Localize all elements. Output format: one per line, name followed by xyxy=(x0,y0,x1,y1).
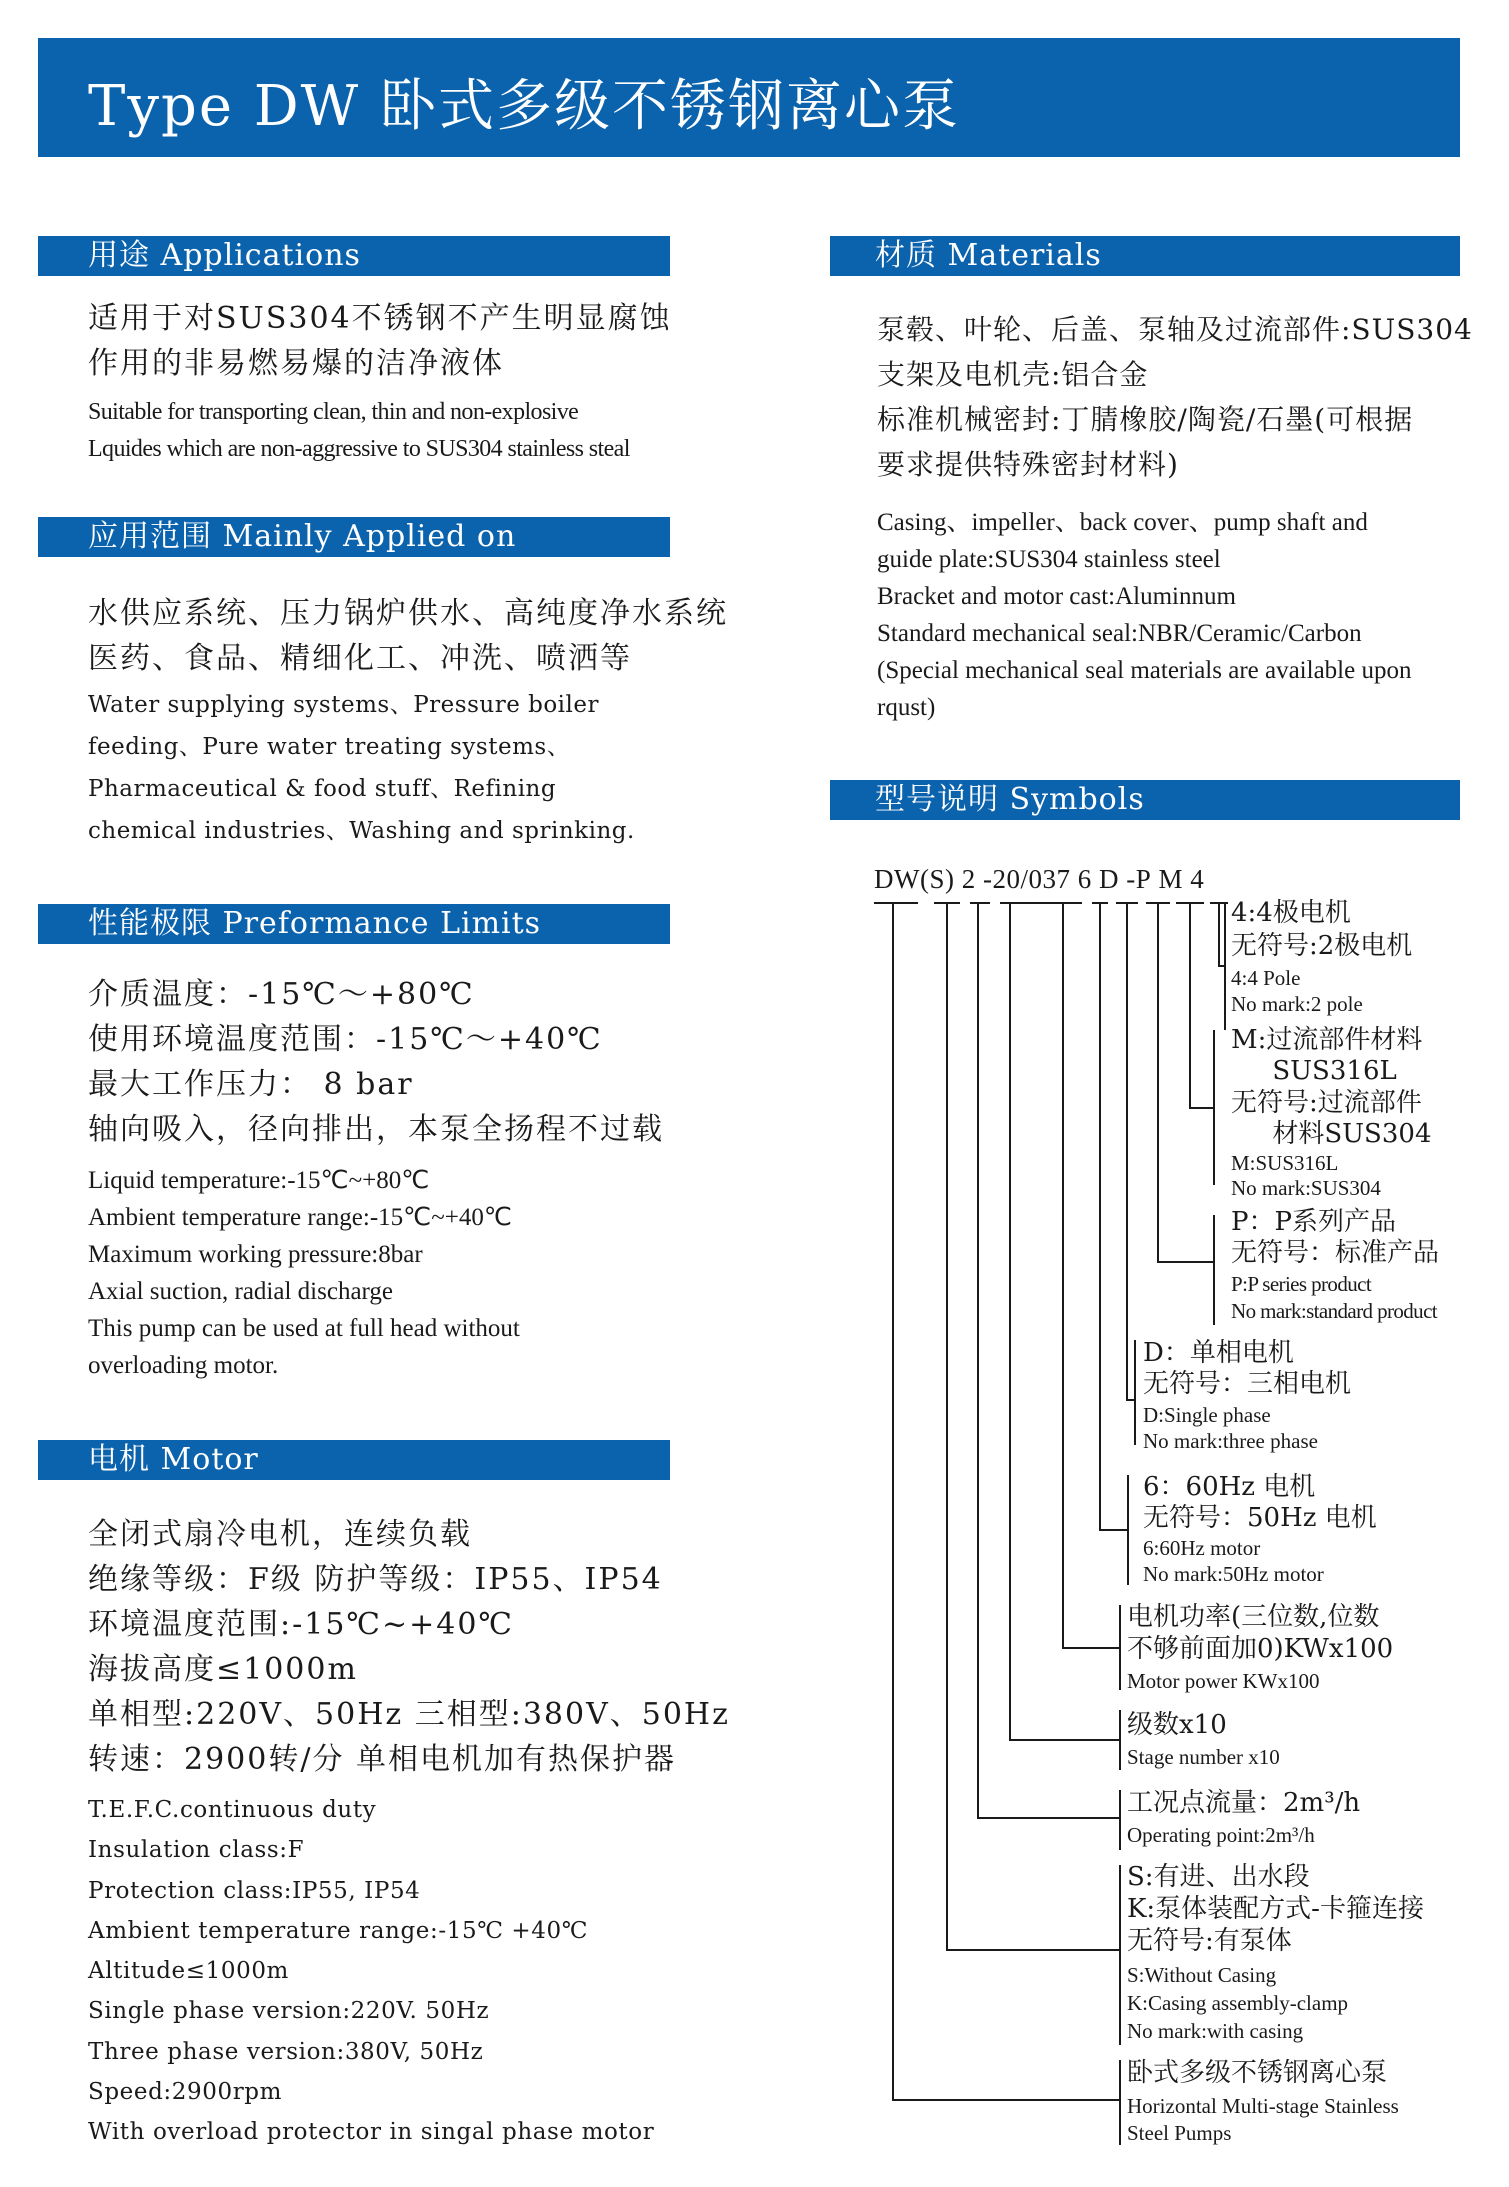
label-en: Steel Pumps xyxy=(1127,2121,1232,2145)
label-cn: 4:4极电机 xyxy=(1231,898,1351,928)
label-en: No mark:SUS304 xyxy=(1231,1176,1381,1200)
label-cn: 级数x10 xyxy=(1127,1710,1227,1740)
section-title: 性能极限 Preformance Limits xyxy=(88,906,542,941)
label-en: Operating point:2m³/h xyxy=(1127,1823,1315,1847)
label-cn: M:过流部件材料 xyxy=(1231,1025,1423,1055)
section-title: 型号说明 Symbols xyxy=(875,782,1145,817)
model-part: M xyxy=(1158,864,1184,894)
label-cn: 6：60Hz 电机 xyxy=(1143,1472,1316,1502)
section-title: 材质 Materials xyxy=(875,238,1102,273)
text-line: 海拔高度≤1000m xyxy=(88,1652,358,1687)
text-line: 单相型:220V、50Hz 三相型:380V、50Hz xyxy=(88,1697,730,1732)
label-en: Motor power KWx100 xyxy=(1127,1669,1320,1693)
bracket-casing xyxy=(947,903,1120,1950)
text-line: 作用的非易燃易爆的洁净液体 xyxy=(88,346,504,381)
text-line: Insulation class:F xyxy=(88,1837,305,1864)
text-line: T.E.F.C.continuous duty xyxy=(88,1797,377,1823)
label-cn: P：P系列产品 xyxy=(1231,1207,1396,1237)
section-title: 用途 Applications xyxy=(88,238,361,273)
text-line: This pump can be used at full head without xyxy=(88,1315,520,1342)
text-line: 标准机械密封:丁腈橡胶/陶瓷/石墨(可根据 xyxy=(877,403,1414,436)
label-cn: 无符号:有泵体 xyxy=(1127,1926,1292,1956)
page-title: Type DW 卧式多级不锈钢离心泵 xyxy=(88,74,961,139)
text-line: Protection class:IP55, IP54 xyxy=(88,1877,421,1904)
bracket-frequency xyxy=(1100,903,1128,1530)
text-line: chemical industries、Washing and sprinking. xyxy=(88,818,635,844)
model-part: 2 xyxy=(961,864,976,894)
text-line: 使用环境温度范围：-15℃～+40℃ xyxy=(88,1022,603,1057)
label-en: P:P series product xyxy=(1231,1272,1372,1296)
text-line: 最大工作压力： 8 bar xyxy=(88,1067,414,1102)
text-line: rqust) xyxy=(877,694,936,721)
text-line: (Special mechanical seal materials are available upon xyxy=(877,657,1412,684)
text-line: 泵毂、叶轮、后盖、泵轴及过流部件:SUS304 xyxy=(877,313,1473,346)
model-part: 4 xyxy=(1190,864,1205,894)
text-line: Altitude≤1000m xyxy=(88,1958,289,1985)
text-line: 环境温度范围:-15℃~+40℃ xyxy=(88,1607,514,1642)
model-part: -20/037 xyxy=(982,864,1071,894)
label-cn: 无符号:过流部件 xyxy=(1231,1088,1422,1118)
text-line: Liquid temperature:-15℃~+80℃ xyxy=(88,1167,430,1194)
label-en: D:Single phase xyxy=(1143,1403,1271,1427)
label-cn: 电机功率(三位数,位数 xyxy=(1127,1602,1380,1632)
model-part: DW xyxy=(874,864,920,894)
text-line: Suitable for transporting clean, thin and non-explosive xyxy=(88,399,579,425)
text-line: 全闭式扇冷电机，连续负载 xyxy=(88,1517,472,1552)
bracket-series xyxy=(1158,903,1214,1262)
text-line: Water supplying systems、Pressure boiler xyxy=(88,692,600,718)
section-title: 电机 Motor xyxy=(88,1442,259,1477)
text-line: Single phase version:220V. 50Hz xyxy=(88,1998,490,2025)
label-en: 6:60Hz motor xyxy=(1143,1536,1261,1560)
bracket-material xyxy=(1190,903,1214,1108)
text-line: 医药、食品、精细化工、冲洗、喷洒等 xyxy=(88,641,632,676)
text-line: 轴向吸入，径向排出，本泵全扬程不过载 xyxy=(88,1112,664,1147)
label-en: No mark:three phase xyxy=(1143,1429,1318,1453)
label-en: M:SUS316L xyxy=(1231,1151,1339,1175)
text-line: 转速：2900转/分 单相电机加有热保护器 xyxy=(88,1742,676,1777)
label-cn: 不够前面加0)KWx100 xyxy=(1127,1634,1394,1664)
model-part: 6 xyxy=(1077,864,1092,894)
model-part: (S) xyxy=(919,864,955,894)
text-line: overloading motor. xyxy=(88,1352,279,1379)
bracket-phase xyxy=(1127,903,1135,1400)
text-line: 绝缘等级：F级 防护等级：IP55、IP54 xyxy=(88,1562,663,1597)
text-line: Maximum working pressure:8bar xyxy=(88,1241,423,1268)
bracket-type xyxy=(893,903,1120,2100)
label-cn: 无符号：50Hz 电机 xyxy=(1143,1503,1377,1533)
text-line: Lquides which are non-aggressive to SUS304 stainless steal xyxy=(88,436,630,462)
text-line: Axial suction, radial discharge xyxy=(88,1278,394,1305)
bracket-stage xyxy=(1010,903,1120,1740)
text-line: 要求提供特殊密封材料) xyxy=(877,448,1179,481)
label-cn: 材料SUS304 xyxy=(1231,1119,1432,1149)
label-en: No mark:50Hz motor xyxy=(1143,1562,1324,1586)
label-cn: K:泵体装配方式-卡箍连接 xyxy=(1127,1894,1424,1924)
text-line: 适用于对SUS304不锈钢不产生明显腐蚀 xyxy=(88,301,672,336)
text-line: With overload protector in singal phase motor xyxy=(88,2119,655,2146)
text-line: feeding、Pure water treating systems、 xyxy=(88,734,571,760)
bracket-power xyxy=(1063,903,1120,1648)
text-line: Ambient temperature range:-15℃~+40℃ xyxy=(88,1204,512,1231)
label-en: K:Casing assembly-clamp xyxy=(1127,1991,1349,2015)
text-line: Speed:2900rpm xyxy=(88,2079,283,2106)
label-cn: SUS316L xyxy=(1231,1056,1397,1086)
text-line: Three phase version:380V, 50Hz xyxy=(88,2038,484,2065)
label-en: No mark:2 pole xyxy=(1231,992,1363,1016)
label-cn: 无符号：标准产品 xyxy=(1231,1238,1440,1268)
text-line: Casing、impeller、back cover、pump shaft and xyxy=(877,509,1368,536)
model-part: D xyxy=(1098,864,1119,894)
text-line: guide plate:SUS304 stainless steel xyxy=(877,546,1221,573)
label-en: Stage number x10 xyxy=(1127,1745,1280,1769)
model-part: -P xyxy=(1126,864,1152,894)
text-line: 介质温度：-15℃～+80℃ xyxy=(88,977,475,1012)
text-line: 水供应系统、压力锅炉供水、高纯度净水系统 xyxy=(88,596,728,631)
bracket-flow xyxy=(978,903,1120,1818)
label-cn: D：单相电机 xyxy=(1143,1338,1294,1368)
label-en: No mark:with casing xyxy=(1127,2019,1304,2043)
label-en: S:Without Casing xyxy=(1127,1963,1277,1987)
text-line: Pharmaceutical & food stuff、Refining xyxy=(88,776,557,802)
label-en: 4:4 Pole xyxy=(1231,966,1301,990)
label-en: No mark:standard product xyxy=(1231,1299,1438,1323)
text-line: Bracket and motor cast:Aluminnum xyxy=(877,583,1236,610)
label-cn: 无符号:2极电机 xyxy=(1231,931,1413,961)
label-en: Horizontal Multi-stage Stainless xyxy=(1127,2094,1399,2118)
label-cn: 无符号：三相电机 xyxy=(1143,1369,1352,1399)
text-line: Standard mechanical seal:NBR/Ceramic/Carbon xyxy=(877,620,1362,647)
label-cn: 卧式多级不锈钢离心泵 xyxy=(1127,2058,1388,2088)
section-title: 应用范围 Mainly Applied on xyxy=(88,519,517,554)
text-line: 支架及电机壳:铝合金 xyxy=(877,358,1149,391)
label-cn: S:有进、出水段 xyxy=(1127,1862,1310,1892)
label-cn: 工况点流量：2m³/h xyxy=(1127,1788,1361,1818)
text-line: Ambient temperature range:-15℃ +40℃ xyxy=(88,1917,589,1944)
